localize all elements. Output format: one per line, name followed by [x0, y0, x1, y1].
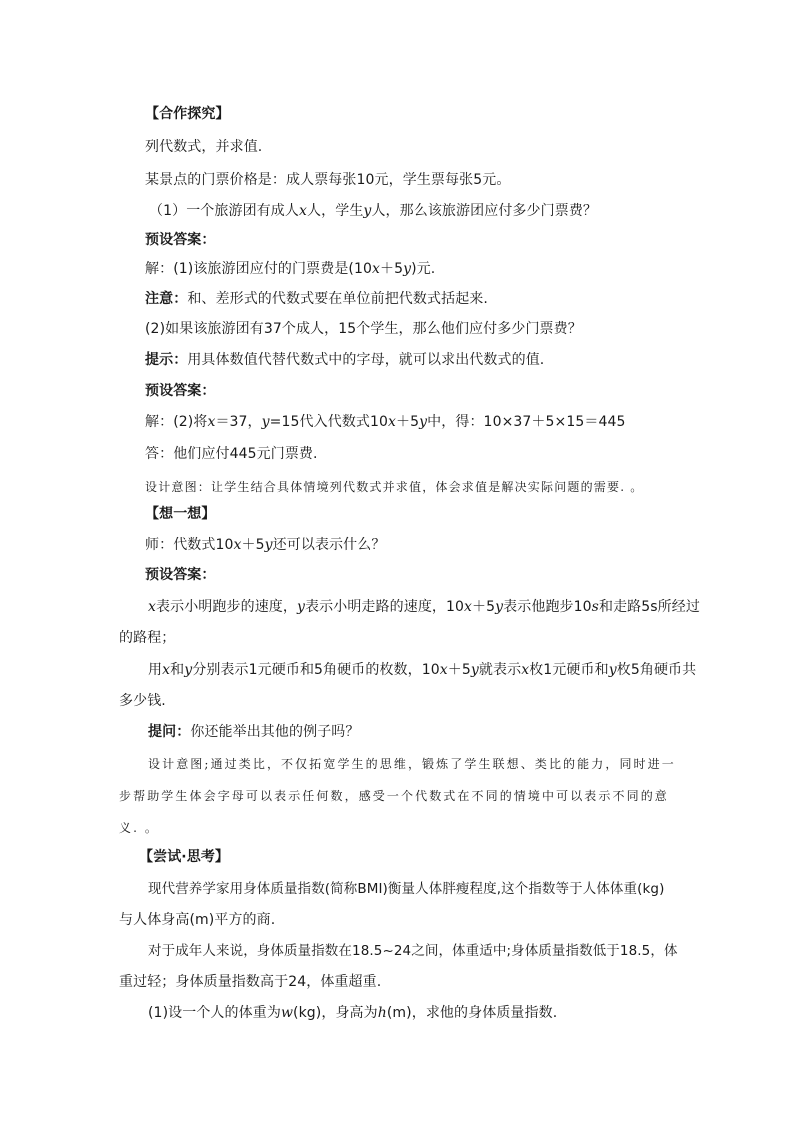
section-heading-cooperative-inquiry: 【合作探究】: [145, 106, 230, 122]
question-1: （1）一个旅游团有成人x人，学生y人，那么该旅游团应付多少门票费？: [149, 203, 598, 219]
question-2: (2)如果该旅游团有37个成人，15个学生，那么他们应付多少门票费？: [145, 321, 582, 337]
design-intent-2-line-2: 步帮助学生体会字母可以表示任何数，感受一个代数式在不同的情境中可以表示不同的意: [119, 789, 669, 803]
answer-1: 解：(1)该旅游团应付的门票费是(10x＋5y)元.: [145, 261, 436, 277]
preset-answer-label-2: 预设答案：: [145, 383, 216, 399]
design-intent-2-line-1: 设计意图;通过类比，不仅拓宽学生的思维，锻炼了学生联想、类比的能力，同时进一: [148, 757, 676, 771]
instruction-text: 列代数式，并求值.: [145, 139, 263, 155]
preset-answer-label-3: 预设答案：: [145, 567, 216, 583]
preset-answer-label: 预设答案：: [145, 232, 216, 248]
example-1-line-2: 的路程；: [119, 630, 176, 646]
design-intent-2-line-3: 义. 。: [119, 821, 160, 835]
example-2-line-2: 多少钱.: [119, 693, 166, 709]
section-heading-try-think: 【尝试·思考】: [139, 849, 230, 865]
bmi-paragraph-line-1: 现代营养学家用身体质量指数(简称BMI)衡量人体胖瘦程度,这个指数等于人体体重(kg): [148, 881, 665, 897]
bmi-paragraph-line-2: 与人体身高(m)平方的商.: [119, 912, 276, 928]
question-line: 提问：你还能举出其他的例子吗？: [148, 724, 360, 740]
answer-2: 解：(2)将x＝37，y=15代入代数式10x＋5y中，得：10×37＋5×15＝445: [145, 414, 626, 430]
bmi-range-line-1: 对于成年人来说，身体质量指数在18.5~24之间，体重适中;身体质量指数低于18.5，体: [148, 943, 678, 959]
reply-line: 答：他们应付445元门票费.: [145, 446, 318, 462]
bmi-range-line-2: 重过轻；身体质量指数高于24，体重超重.: [119, 974, 382, 990]
teacher-question: 师：代数式10x＋5y还可以表示什么？: [145, 537, 386, 553]
example-2-line-1: 用x和y分别表示1元硬币和5角硬币的枚数，10x＋5y就表示x枚1元硬币和y枚5角硬币共: [148, 662, 697, 678]
scenario-text: 某景点的门票价格是：成人票每张10元，学生票每张5元。: [145, 172, 511, 188]
example-1-line-1: x表示小明跑步的速度，y表示小明走路的速度，10x＋5y表示他跑步10s和走路5s所经过: [148, 599, 700, 615]
section-heading-think: 【想一想】: [145, 506, 216, 522]
note-line: 注意：和、差形式的代数式要在单位前把代数式括起来.: [145, 291, 488, 307]
bmi-question-1: (1)设一个人的体重为w(kg)，身高为h(m)，求他的身体质量指数.: [148, 1005, 558, 1021]
design-intent-1: 设计意图：让学生结合具体情境列代数式并求值，体会求值是解决实际问题的需要. 。: [145, 480, 644, 494]
hint-line: 提示：用具体数值代替代数式中的字母，就可以求出代数式的值.: [145, 352, 545, 368]
